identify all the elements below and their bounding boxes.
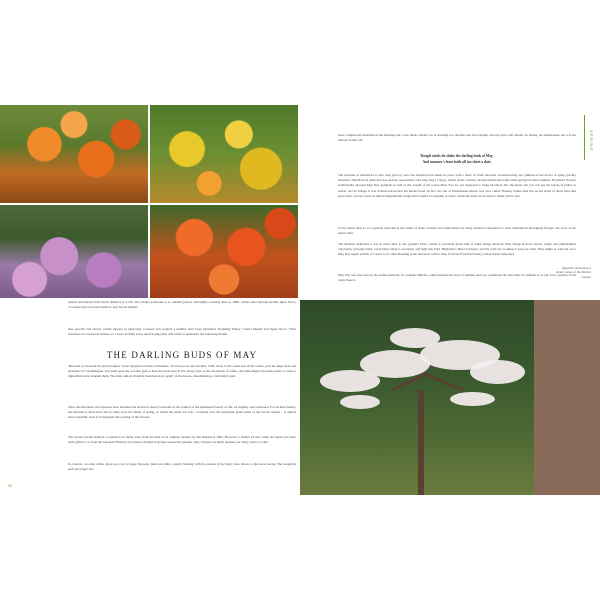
yellow-azalea-photo bbox=[150, 105, 298, 203]
left-paragraph-five: The Secret Garden shelters a collection of cherry trees from the time of its original creation by Jim Russell in 1962. However, a further 23 new white and pink trees have been gifted to us from the Japanese Embassy in London. Planted in groups around the gardens, they will give us much pleasure for many years to come. bbox=[68, 435, 296, 445]
right-paragraph-four: The Romans dedicated a day in early May to the goddess Flora, which is practiced given Out of April brings showers, May brings flowers. Roses, tulips and philadelphus vigorously growing home; everywhere there is an energy and light that Paul, Highclere's Head Gardener, and his team are working to keep up with. They might as well put out a May Day signal (which of course to its other meaning is the universal call for help, from the French m'aidez), which means 'help me'). bbox=[338, 242, 576, 257]
section-rule bbox=[584, 115, 585, 160]
right-paragraph-intro: more complicated melodies in the morning but I own them a thank you at morning too. Another ten days though, and the glory will already be fading. As Shakespeare put it in his famous Sonnet 18: bbox=[338, 133, 576, 143]
orange-azalea-photo bbox=[0, 105, 148, 203]
page-number: 32 bbox=[8, 483, 13, 488]
purple-rhododendron-photo bbox=[0, 205, 148, 298]
right-paragraph-two: The blossom of blackthorn is also long gone by now but hawthorn has taken its place with a mass of white blossom overshadowing any glimpse of the leaves or spiny, prickly branches. Hawthorn in particular has ancient associations with May Day (1 May), which in the country calendar marks the point when spring becomes summer. Hawthorn flowers traditionally adorned May Day garlands as well as the wreath of the Green Man. You are not supposed to bring hawthorn into the house but you can use the leaves in jellies or salads, and its foliage it was in these leaves that the faeries lived. In fact, the site of Westminster Abbey was once called Thorney Island after the sacred stand of thorn trees that grew there. It does create an almost impenetrable hedge that's useful for keeping in cattle, whilst the bark can be used to make yellow dye. bbox=[338, 173, 576, 198]
right-paragraph-five: May Day also has roots in the earlier festivals, for example Beltane, which marked the start of summer and was considered the best time for animals to be put out to pasture. Even today there is bbox=[338, 273, 576, 283]
photo-caption: Opposite: blossom in a shady corner of the Monk's Garden bbox=[556, 266, 591, 279]
red-azalea-photo bbox=[150, 205, 298, 298]
left-paragraph-six: In contrast, on other walks, there are rows of apple blossom, pink and white, quietly bursting with the sounds of the many bees drawn to the sweet nectar. The songbirds perform longer and bbox=[68, 462, 296, 472]
shakespeare-quote-line-1: Rough winds do shake the darling buds of May, bbox=[420, 154, 494, 158]
cherry-blossom-tree-photo bbox=[300, 300, 600, 495]
section-heading: THE DARLING BUDS OF MAY bbox=[106, 350, 258, 360]
section-label-spring: SPRING bbox=[589, 130, 594, 152]
left-paragraph-two: One specific bed always carries interest as gloriously coloured and scented; a number have been identified, including 'Pallas', 'Gloria Mundi' and 'Ignea Nova'. Their branches are covered in lichens, so I look carefully every April hoping they will return to splendour the following month. bbox=[68, 327, 296, 337]
shakespeare-quote-line-2: And summer's lease hath all too short a date. bbox=[422, 160, 492, 164]
right-paragraph-three: To my mind, May is, in a general rejoicing at the return of better weather and whilst there are many medieval references to such celebrations throughout Europe, the roots of are much older. bbox=[338, 226, 576, 236]
left-paragraph-four: Since ancient times, the Japanese have heralded the arrival of cherry blossoms as the symbol of the ephemeral beauty of life, its fragility and transience. For all their beauty, the blossom is short-lived but in some ways the finale of spring, in which the petals are soft – scattered over the serpentine green paths of the Secret Garden – is almost more beautiful, even if it represents the passing of the flowers. bbox=[68, 405, 296, 420]
left-paragraph-intro: azaleas introduced from North America in 1734. The Azalea ponticum or A. luteum (yellow and highly scented) dates to 1800, whilst other hybrids include Ignea Nova, 'Coccinea Speciosa Narcissiflora' and 'Gloria Mundi'. bbox=[68, 300, 296, 310]
left-paragraph-three: 'Blossom by blossom the spring begins' wrote Algernon Charles Swinburne, Victorian poet and novelist. Walk down to the south east of the Castle, past the huge head and shoulders of Charlemagne, and push open the wooden gate to hear the birds sing in the cherry trees as the thousands of white- and pink-tinged blossoms seem to create a light-filled snow beneath them. The slim, almost invisible branches move gently in the breeze, disseminating a faint light scent. bbox=[68, 364, 296, 379]
